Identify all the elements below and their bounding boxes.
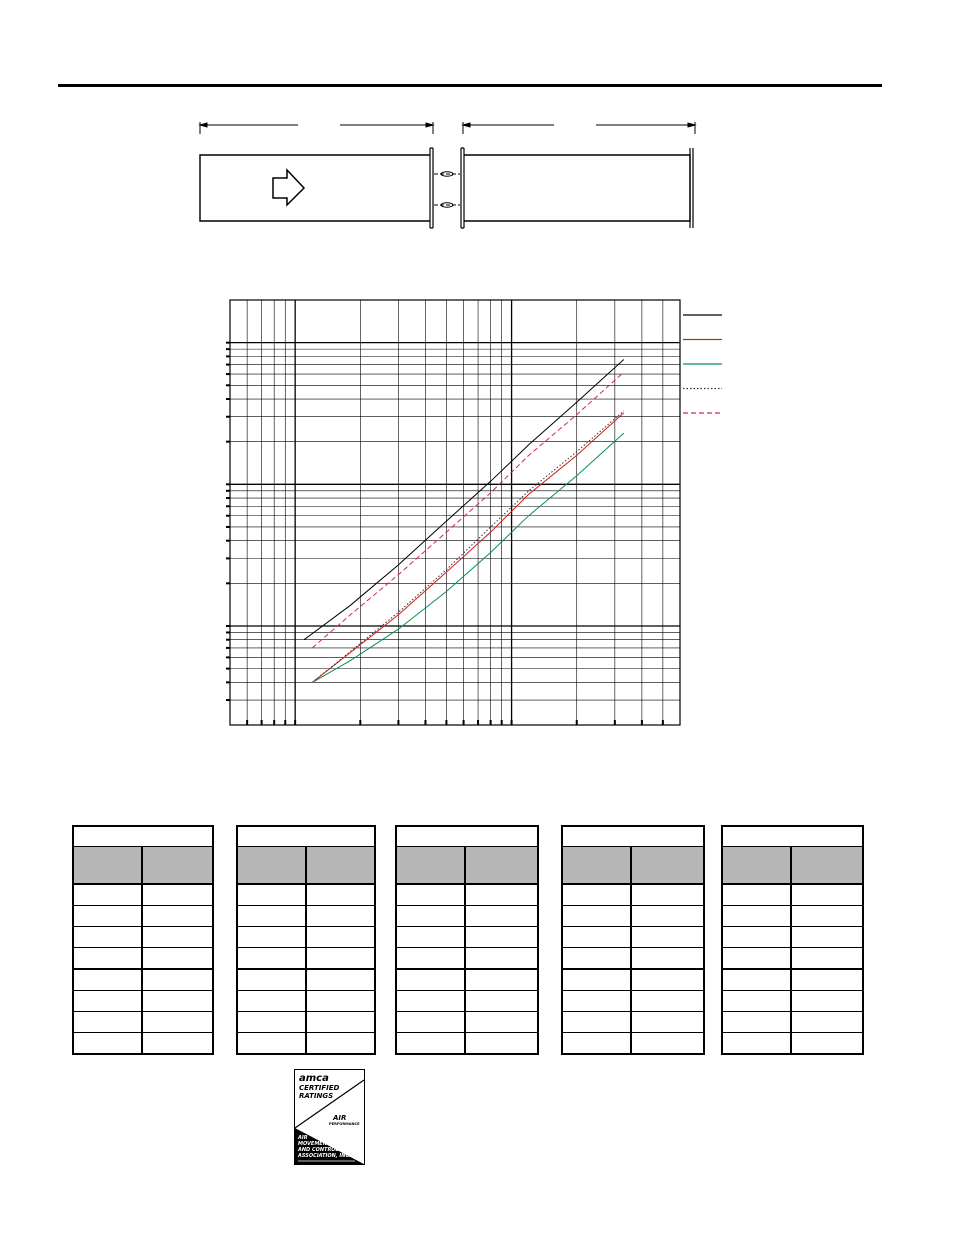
table-row: [562, 1012, 704, 1033]
table-cell: [237, 948, 306, 970]
table-cell: [562, 991, 631, 1012]
table-header-cell: [791, 847, 863, 885]
seal-text-amca: amca: [299, 1073, 329, 1084]
chart-series-group: [304, 360, 624, 683]
table-cell: [631, 1012, 704, 1033]
table-cell: [306, 969, 375, 991]
table-row: [396, 969, 538, 991]
table-cell: [722, 1033, 791, 1055]
table-cell: [562, 1012, 631, 1033]
table-row: [73, 969, 213, 991]
table-cell: [465, 991, 538, 1012]
table-cell: [306, 1012, 375, 1033]
seal-text-air: AIR: [333, 1114, 347, 1122]
table-row: [562, 927, 704, 948]
chart-grid: [226, 300, 680, 725]
table-cell: [73, 948, 142, 970]
table-cell: [562, 948, 631, 970]
series-line-4: [312, 411, 624, 683]
table-cell: [237, 991, 306, 1012]
table-row: [396, 948, 538, 970]
seal-text-ratings: RATINGS: [299, 1092, 334, 1100]
table-cell: [237, 1033, 306, 1055]
table-cell: [631, 927, 704, 948]
table-cell: [465, 948, 538, 970]
table-cell: [142, 1012, 213, 1033]
table-cell: [631, 948, 704, 970]
performance-table-4: [561, 825, 705, 1055]
table-row: [562, 906, 704, 927]
seal-text-assoc-1: AIR: [298, 1135, 308, 1141]
table-cell: [396, 1033, 465, 1055]
table-row: [722, 884, 863, 906]
table-row: [73, 948, 213, 970]
table-cell: [73, 906, 142, 927]
table-row: [396, 991, 538, 1012]
table-cell: [306, 884, 375, 906]
table-cell: [562, 1033, 631, 1055]
table-cell: [237, 884, 306, 906]
seal-text-certified: CERTIFIED: [299, 1084, 340, 1092]
table-cell: [465, 906, 538, 927]
seal-text-assoc-3: AND CONTROL: [298, 1147, 339, 1153]
table-cell: [396, 884, 465, 906]
table-row: [73, 1012, 213, 1033]
table-cell: [791, 1033, 863, 1055]
seal-text-assoc-4: ASSOCIATION, INC.: [298, 1153, 352, 1159]
performance-table-3: [395, 825, 539, 1055]
table-row: [722, 1033, 863, 1055]
table-row: [562, 1033, 704, 1055]
table-row: [722, 927, 863, 948]
table-cell: [631, 906, 704, 927]
table-cell: [396, 906, 465, 927]
table-header-cell: [73, 847, 142, 885]
table-row: [73, 991, 213, 1012]
table-row: [722, 1012, 863, 1033]
table-row: [562, 884, 704, 906]
table-cell: [73, 969, 142, 991]
table-cell: [306, 948, 375, 970]
table-caption: [722, 826, 863, 847]
table-cell: [142, 948, 213, 970]
table-cell: [631, 884, 704, 906]
table-row: [237, 1012, 375, 1033]
table-row: [237, 969, 375, 991]
top-rule: [58, 84, 882, 87]
table-cell: [142, 927, 213, 948]
table-cell: [722, 906, 791, 927]
table-header-cell: [562, 847, 631, 885]
table-row: [73, 927, 213, 948]
table-cell: [237, 969, 306, 991]
table-cell: [306, 991, 375, 1012]
table-cell: [396, 1012, 465, 1033]
table-cell: [631, 969, 704, 991]
table-header-cell: [722, 847, 791, 885]
table-cell: [396, 991, 465, 1012]
table-row: [396, 884, 538, 906]
table-cell: [73, 927, 142, 948]
table-header-cell: [237, 847, 306, 885]
table-cell: [722, 991, 791, 1012]
table-cell: [722, 969, 791, 991]
performance-table-1: [72, 825, 214, 1055]
table-cell: [791, 948, 863, 970]
table-cell: [396, 948, 465, 970]
table-row: [73, 1033, 213, 1055]
table-cell: [465, 927, 538, 948]
table-cell: [791, 969, 863, 991]
table-header-cell: [465, 847, 538, 885]
table-row: [722, 906, 863, 927]
table-caption: [562, 826, 704, 847]
table-cell: [237, 906, 306, 927]
table-row: [237, 906, 375, 927]
table-cell: [142, 906, 213, 927]
table-cell: [722, 948, 791, 970]
table-row: [73, 906, 213, 927]
table-row: [722, 991, 863, 1012]
table-row: [237, 948, 375, 970]
table-cell: [306, 906, 375, 927]
table-row: [722, 969, 863, 991]
pressure-drop-chart: [215, 290, 735, 730]
table-cell: [306, 927, 375, 948]
series-line-5: [312, 372, 624, 648]
table-row: [562, 969, 704, 991]
chart-legend: [683, 315, 722, 413]
table-row: [562, 991, 704, 1012]
table-cell: [465, 1033, 538, 1055]
table-caption: [396, 826, 538, 847]
table-cell: [791, 1012, 863, 1033]
table-cell: [465, 969, 538, 991]
table-cell: [396, 969, 465, 991]
table-header-cell: [142, 847, 213, 885]
performance-table-2: [236, 825, 376, 1055]
plot-frame: [230, 300, 680, 725]
table-cell: [791, 927, 863, 948]
table-row: [237, 991, 375, 1012]
table-row: [396, 906, 538, 927]
table-cell: [562, 884, 631, 906]
table-cell: [142, 1033, 213, 1055]
performance-tables: [0, 825, 954, 1055]
table-caption: [237, 826, 375, 847]
table-cell: [465, 1012, 538, 1033]
table-header-cell: [396, 847, 465, 885]
table-cell: [396, 927, 465, 948]
table-cell: [73, 1033, 142, 1055]
table-cell: [722, 1012, 791, 1033]
table-cell: [722, 884, 791, 906]
table-header-cell: [631, 847, 704, 885]
table-cell: [306, 1033, 375, 1055]
performance-table-5: [721, 825, 864, 1055]
table-row: [396, 1033, 538, 1055]
table-cell: [142, 884, 213, 906]
table-row: [237, 927, 375, 948]
table-cell: [791, 991, 863, 1012]
table-cell: [142, 991, 213, 1012]
table-cell: [631, 1033, 704, 1055]
seal-text-performance: PERFORMANCE: [329, 1122, 360, 1126]
table-cell: [631, 991, 704, 1012]
series-line-1: [304, 360, 624, 640]
table-cell: [791, 884, 863, 906]
table-row: [396, 927, 538, 948]
table-cell: [562, 969, 631, 991]
table-row: [562, 948, 704, 970]
table-cell: [722, 927, 791, 948]
table-row: [237, 884, 375, 906]
table-row: [237, 1033, 375, 1055]
table-row: [722, 948, 863, 970]
table-cell: [142, 969, 213, 991]
table-caption: [73, 826, 213, 847]
table-row: [396, 1012, 538, 1033]
amca-certified-ratings-seal: [294, 1069, 365, 1165]
table-cell: [73, 884, 142, 906]
duct-diagram: [190, 112, 710, 237]
table-cell: [237, 927, 306, 948]
table-cell: [73, 991, 142, 1012]
table-cell: [73, 1012, 142, 1033]
table-header-cell: [306, 847, 375, 885]
table-cell: [465, 884, 538, 906]
seal-text-assoc-2: MOVEMENT: [298, 1141, 331, 1147]
table-cell: [791, 906, 863, 927]
series-line-2: [312, 413, 624, 683]
table-cell: [562, 906, 631, 927]
table-cell: [562, 927, 631, 948]
table-row: [73, 884, 213, 906]
table-cell: [237, 1012, 306, 1033]
